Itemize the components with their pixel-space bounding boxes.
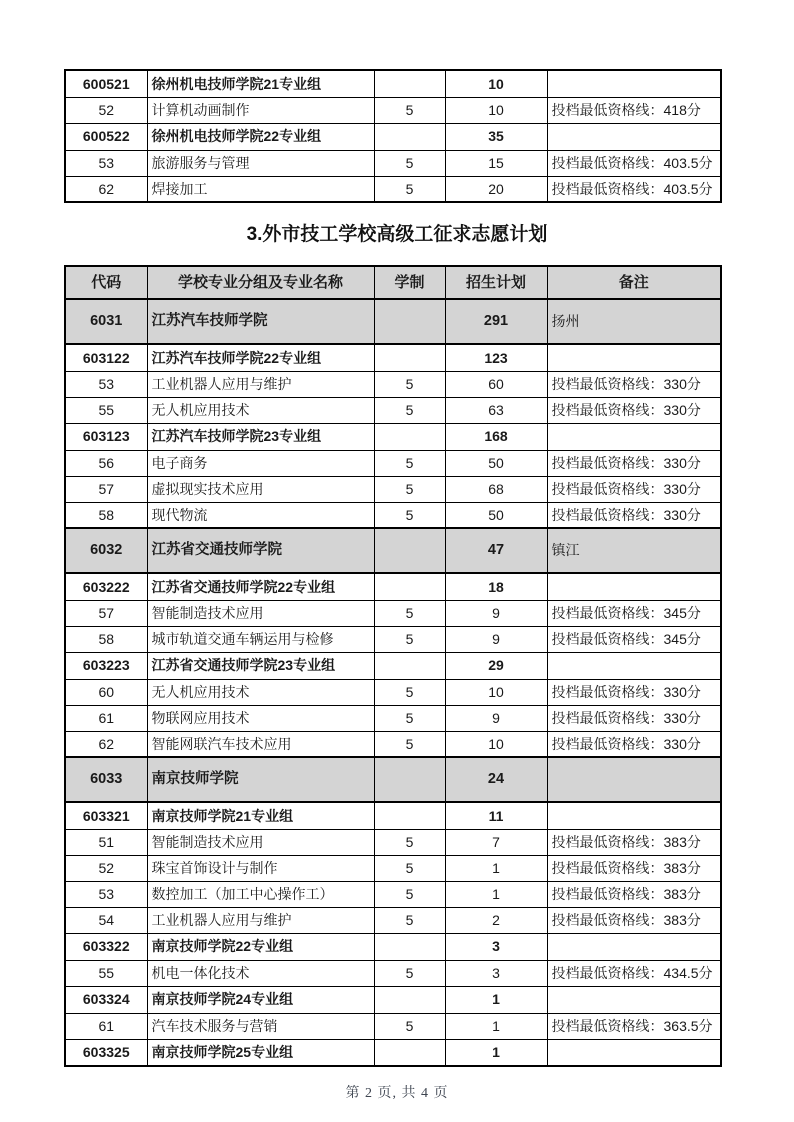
- cell-plan: 10: [445, 679, 547, 705]
- cell-duration: [374, 652, 445, 679]
- cell-duration: [374, 344, 445, 371]
- main-plan-table: [64, 265, 722, 1067]
- cell-plan: 9: [445, 705, 547, 731]
- cell-code: 57: [65, 476, 147, 502]
- cell-name: 智能制造技术应用: [147, 829, 374, 855]
- cell-code: 57: [65, 600, 147, 626]
- cell-plan: 1: [445, 855, 547, 881]
- cell-code: 53: [65, 371, 147, 397]
- column-header-4: 备注: [547, 266, 721, 299]
- table-row-group: [65, 573, 721, 600]
- cell-remark: 投档最低资格线：330分: [547, 476, 721, 502]
- cell-name: 计算机动画制作: [147, 97, 374, 123]
- table-row-group: [65, 1039, 721, 1066]
- table-row-detail: [65, 881, 721, 907]
- cell-plan: 1: [445, 986, 547, 1013]
- cell-remark: 投档最低资格线：434.5分: [547, 960, 721, 986]
- cell-code: 55: [65, 960, 147, 986]
- table-row-detail: [65, 1013, 721, 1039]
- page-number-footer: 第 2 页, 共 4 页: [345, 1086, 449, 1101]
- cell-name: 工业机器人应用与维护: [147, 907, 374, 933]
- cell-remark: [547, 70, 721, 97]
- cell-name: 城市轨道交通车辆运用与检修: [147, 626, 374, 652]
- cell-remark: 投档最低资格线：330分: [547, 731, 721, 757]
- cell-remark: [547, 757, 721, 802]
- cell-duration: [374, 757, 445, 802]
- cell-plan: 11: [445, 802, 547, 829]
- cell-code: 58: [65, 502, 147, 528]
- cell-name: 焊接加工: [147, 176, 374, 202]
- cell-code: 61: [65, 705, 147, 731]
- cell-code: 53: [65, 881, 147, 907]
- cell-remark: 投档最低资格线：403.5分: [547, 150, 721, 176]
- cell-name: 工业机器人应用与维护: [147, 371, 374, 397]
- cell-name: 智能网联汽车技术应用: [147, 731, 374, 757]
- cell-name: 南京技师学院24专业组: [147, 986, 374, 1013]
- table-row-detail: [65, 731, 721, 757]
- table-row-detail: [65, 855, 721, 881]
- cell-plan: 68: [445, 476, 547, 502]
- cell-name: 南京技师学院22专业组: [147, 933, 374, 960]
- continuation-table: [64, 69, 722, 203]
- cell-name: 机电一体化技术: [147, 960, 374, 986]
- cell-name: 江苏汽车技师学院22专业组: [147, 344, 374, 371]
- cell-code: 603122: [65, 344, 147, 371]
- table-row-detail: [65, 502, 721, 528]
- cell-remark: [547, 123, 721, 150]
- cell-plan: 9: [445, 626, 547, 652]
- cell-duration: [374, 299, 445, 344]
- cell-name: 无人机应用技术: [147, 679, 374, 705]
- cell-duration: 5: [374, 176, 445, 202]
- cell-plan: 35: [445, 123, 547, 150]
- column-header-3: 招生计划: [445, 266, 547, 299]
- cell-duration: 5: [374, 907, 445, 933]
- table-row-detail: [65, 679, 721, 705]
- cell-name: 南京技师学院25专业组: [147, 1039, 374, 1066]
- cell-plan: 3: [445, 960, 547, 986]
- cell-duration: 5: [374, 679, 445, 705]
- cell-code: 6033: [65, 757, 147, 802]
- table-row-detail: [65, 476, 721, 502]
- cell-name: 无人机应用技术: [147, 397, 374, 423]
- table-row-group: [65, 652, 721, 679]
- cell-duration: 5: [374, 855, 445, 881]
- cell-name: 珠宝首饰设计与制作: [147, 855, 374, 881]
- cell-plan: 47: [445, 528, 547, 573]
- cell-name: 徐州机电技师学院22专业组: [147, 123, 374, 150]
- table-row-detail: [65, 371, 721, 397]
- cell-name: 江苏汽车技师学院23专业组: [147, 423, 374, 450]
- cell-name: 江苏省交通技师学院: [147, 528, 374, 573]
- cell-code: 603324: [65, 986, 147, 1013]
- cell-name: 徐州机电技师学院21专业组: [147, 70, 374, 97]
- table-row-detail: [65, 705, 721, 731]
- cell-remark: 投档最低资格线：330分: [547, 397, 721, 423]
- cell-remark: [547, 986, 721, 1013]
- main-table-body: [65, 299, 721, 1066]
- cell-remark: [547, 423, 721, 450]
- cell-plan: 10: [445, 731, 547, 757]
- cell-remark: 投档最低资格线：383分: [547, 855, 721, 881]
- cell-name: 南京技师学院: [147, 757, 374, 802]
- cell-plan: 3: [445, 933, 547, 960]
- table-row-group: [65, 802, 721, 829]
- cell-remark: 投档最低资格线：403.5分: [547, 176, 721, 202]
- cell-duration: 5: [374, 600, 445, 626]
- cell-plan: 18: [445, 573, 547, 600]
- cell-duration: 5: [374, 371, 445, 397]
- table-row-group: [65, 423, 721, 450]
- column-header-2: 学制: [374, 266, 445, 299]
- cell-name: 数控加工（加工中心操作工）: [147, 881, 374, 907]
- cell-duration: 5: [374, 731, 445, 757]
- cell-plan: 1: [445, 1039, 547, 1066]
- table-row-group: [65, 933, 721, 960]
- cell-code: 6032: [65, 528, 147, 573]
- cell-code: 6031: [65, 299, 147, 344]
- table-row-school: [65, 528, 721, 573]
- cell-remark: 镇江: [547, 528, 721, 573]
- table-row-group: [65, 70, 721, 97]
- table-row-detail: [65, 176, 721, 202]
- cell-plan: 20: [445, 176, 547, 202]
- cell-remark: 投档最低资格线：418分: [547, 97, 721, 123]
- cell-duration: 5: [374, 705, 445, 731]
- cell-duration: 5: [374, 960, 445, 986]
- cell-duration: 5: [374, 450, 445, 476]
- cell-code: 60: [65, 679, 147, 705]
- cell-remark: 投档最低资格线：383分: [547, 881, 721, 907]
- cell-remark: 投档最低资格线：345分: [547, 600, 721, 626]
- cell-plan: 168: [445, 423, 547, 450]
- cell-duration: [374, 986, 445, 1013]
- cell-plan: 291: [445, 299, 547, 344]
- column-header-0: 代码: [65, 266, 147, 299]
- cell-duration: [374, 1039, 445, 1066]
- table-row-detail: [65, 600, 721, 626]
- cell-code: 603322: [65, 933, 147, 960]
- cell-remark: 投档最低资格线：383分: [547, 829, 721, 855]
- cell-duration: [374, 70, 445, 97]
- cell-duration: 5: [374, 502, 445, 528]
- cell-remark: [547, 933, 721, 960]
- cell-duration: [374, 423, 445, 450]
- table-row-group: [65, 344, 721, 371]
- cell-duration: 5: [374, 97, 445, 123]
- cell-name: 现代物流: [147, 502, 374, 528]
- cell-plan: 1: [445, 881, 547, 907]
- table-row-school: [65, 299, 721, 344]
- cell-plan: 123: [445, 344, 547, 371]
- cell-code: 61: [65, 1013, 147, 1039]
- cell-plan: 60: [445, 371, 547, 397]
- cell-plan: 29: [445, 652, 547, 679]
- cell-name: 虚拟现实技术应用: [147, 476, 374, 502]
- cell-code: 58: [65, 626, 147, 652]
- cell-remark: 投档最低资格线：330分: [547, 371, 721, 397]
- cell-remark: [547, 573, 721, 600]
- cell-code: 52: [65, 97, 147, 123]
- cell-code: 62: [65, 176, 147, 202]
- cell-duration: [374, 802, 445, 829]
- table-row-detail: [65, 960, 721, 986]
- cell-duration: [374, 573, 445, 600]
- cell-remark: [547, 652, 721, 679]
- cell-name: 南京技师学院21专业组: [147, 802, 374, 829]
- table-row-group: [65, 123, 721, 150]
- cell-duration: 5: [374, 397, 445, 423]
- table-row-school: [65, 757, 721, 802]
- cell-name: 江苏省交通技师学院22专业组: [147, 573, 374, 600]
- cell-plan: 2: [445, 907, 547, 933]
- cell-plan: 9: [445, 600, 547, 626]
- cell-plan: 63: [445, 397, 547, 423]
- cell-code: 603123: [65, 423, 147, 450]
- cell-plan: 24: [445, 757, 547, 802]
- cell-name: 江苏汽车技师学院: [147, 299, 374, 344]
- cell-plan: 50: [445, 450, 547, 476]
- cell-remark: 投档最低资格线：330分: [547, 705, 721, 731]
- cell-duration: 5: [374, 150, 445, 176]
- cell-plan: 10: [445, 70, 547, 97]
- table-row-detail: [65, 626, 721, 652]
- table-row-detail: [65, 450, 721, 476]
- cell-name: 汽车技术服务与营销: [147, 1013, 374, 1039]
- cell-code: 603325: [65, 1039, 147, 1066]
- section-title: 3.外市技工学校高级工征求志愿计划: [246, 224, 548, 245]
- cell-duration: [374, 933, 445, 960]
- cell-code: 51: [65, 829, 147, 855]
- cell-code: 62: [65, 731, 147, 757]
- cell-remark: 扬州: [547, 299, 721, 344]
- cell-remark: 投档最低资格线：330分: [547, 502, 721, 528]
- cell-name: 物联网应用技术: [147, 705, 374, 731]
- cell-remark: 投档最低资格线：330分: [547, 450, 721, 476]
- table-row-detail: [65, 907, 721, 933]
- cell-plan: 1: [445, 1013, 547, 1039]
- cell-code: 53: [65, 150, 147, 176]
- table-row-detail: [65, 97, 721, 123]
- cell-code: 600521: [65, 70, 147, 97]
- cell-code: 603222: [65, 573, 147, 600]
- cell-remark: [547, 802, 721, 829]
- cell-plan: 50: [445, 502, 547, 528]
- cell-code: 603223: [65, 652, 147, 679]
- table-row-group: [65, 986, 721, 1013]
- cell-code: 52: [65, 855, 147, 881]
- main-table-header-row: [65, 266, 721, 299]
- continuation-table-body: [65, 70, 721, 202]
- cell-duration: 5: [374, 881, 445, 907]
- table-row-detail: [65, 397, 721, 423]
- cell-plan: 15: [445, 150, 547, 176]
- cell-code: 54: [65, 907, 147, 933]
- cell-duration: [374, 528, 445, 573]
- cell-remark: [547, 344, 721, 371]
- cell-duration: [374, 123, 445, 150]
- cell-code: 56: [65, 450, 147, 476]
- cell-duration: 5: [374, 476, 445, 502]
- cell-plan: 7: [445, 829, 547, 855]
- table-row-detail: [65, 829, 721, 855]
- cell-code: 603321: [65, 802, 147, 829]
- cell-name: 智能制造技术应用: [147, 600, 374, 626]
- cell-remark: 投档最低资格线：330分: [547, 679, 721, 705]
- table-row-detail: [65, 150, 721, 176]
- cell-name: 江苏省交通技师学院23专业组: [147, 652, 374, 679]
- cell-name: 电子商务: [147, 450, 374, 476]
- cell-plan: 10: [445, 97, 547, 123]
- cell-name: 旅游服务与管理: [147, 150, 374, 176]
- cell-remark: [547, 1039, 721, 1066]
- cell-remark: 投档最低资格线：345分: [547, 626, 721, 652]
- cell-remark: 投档最低资格线：363.5分: [547, 1013, 721, 1039]
- cell-duration: 5: [374, 626, 445, 652]
- cell-duration: 5: [374, 1013, 445, 1039]
- column-header-1: 学校专业分组及专业名称: [147, 266, 374, 299]
- cell-duration: 5: [374, 829, 445, 855]
- cell-remark: 投档最低资格线：383分: [547, 907, 721, 933]
- cell-code: 600522: [65, 123, 147, 150]
- cell-code: 55: [65, 397, 147, 423]
